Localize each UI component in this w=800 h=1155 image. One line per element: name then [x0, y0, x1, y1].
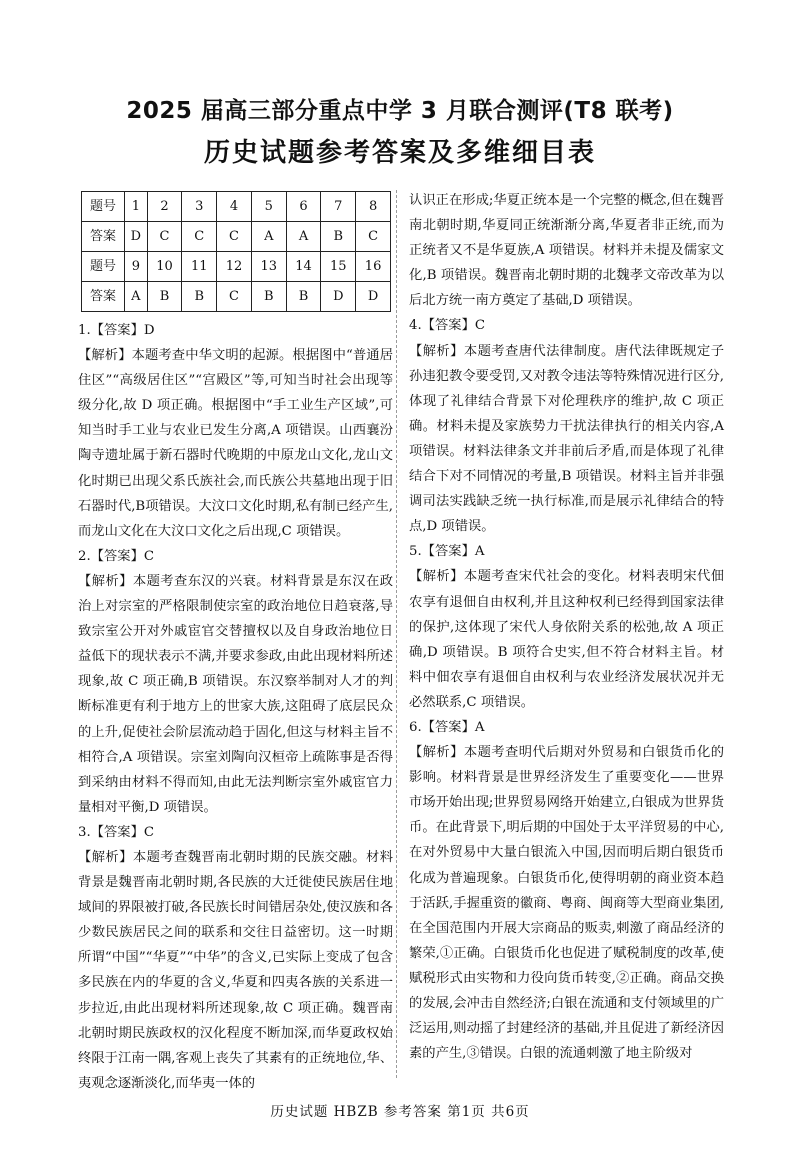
- table-cell: 6: [286, 192, 321, 222]
- column-divider: [396, 190, 397, 1078]
- table-cell: 13: [251, 252, 286, 282]
- left-column: [78, 188, 393, 1096]
- table-cell: A: [251, 222, 286, 252]
- table-cell: 5: [251, 192, 286, 222]
- table-cell: C: [217, 282, 252, 312]
- table-cell: C: [147, 222, 182, 252]
- table-cell: 8: [356, 192, 391, 222]
- answer-heading: 1.【答案】D: [78, 323, 155, 338]
- table-cell: D: [321, 282, 356, 312]
- table-row-label: 答案: [82, 222, 125, 252]
- answer-table-row: [82, 282, 391, 312]
- table-cell: D: [356, 282, 391, 312]
- answer-table-row: [82, 252, 391, 282]
- analysis-paragraph: 【解析】本题考查魏晋南北朝时期的民族交融。材料背景是魏晋南北朝时期,各民族的大迁徙使民族居住地域间的界限被打破,各民族长时间错居杂处,使汉族和各少数民族居民之间的联系和交往日益密切。这一时期所谓“中国”“华夏”“中华”的含义,已实际上变成了包含多民族在内的华夏的含义,华夏和四夷各族的关系进一步拉近,由此出现材料所述现象,故 C 项正确。魏晋南北朝时期民族政权的汉化程度不断加深,而华夏政权始终限于江南一隅,客观上丧失了其素有的正统地位,华、夷观念逐渐淡化,而华夷一体的: [78, 849, 393, 1091]
- table-cell: 14: [286, 252, 321, 282]
- page-subtitle: 历史试题参考答案及多维细目表: [203, 138, 596, 168]
- answer-heading: 4.【答案】C: [409, 318, 486, 334]
- table-cell: A: [286, 222, 321, 252]
- analysis-paragraph: 【解析】本题考查东汉的兴衰。材料背景是东汉在政治上对宗室的严格限制使宗室的政治地位日趋衰落,导致宗室公开对外戚宦官交替擅权以及自身政治地位日益低下的现状表示不满,并要求参政,由此出现材料所述现象,故 C 项正确,B 项错误。东汉察举制对人才的判断标准更有利于地方上的世家大族,这阻碍了底层民众的上升,促使社会阶层流动趋于固化,但这与材料主旨不相符合,A 项错误。宗室刘陶向汉桓帝上疏陈事是否得到采纳由材料不得而知,由此无法判断宗室外戚宦官力量相对平衡,D 项错误。: [78, 573, 393, 815]
- analysis-paragraph: 【解析】本题考查中华文明的起源。根据图中“普通居住区”“高级居住区”“宫殿区”等,可知当时社会出现等级分化,故 D 项正确。根据图中“手工业生产区域”,可知当时手工业与农业已发生分离,A 项错误。山西襄汾陶寺遗址属于新石器时代晚期的中原龙山文化,龙山文化时期已出现父系氏族社会,而氏族公共墓地出现于旧石器时代,B项错误。大汶口文化时期,私有制已经产生,而龙山文化在大汶口文化之后出现,C 项错误。: [78, 348, 393, 539]
- table-cell: B: [321, 222, 356, 252]
- table-cell: 1: [125, 192, 148, 222]
- table-cell: 2: [147, 192, 182, 222]
- analysis-paragraph: 【解析】本题考查明代后期对外贸易和白银货币化的影响。材料背景是世界经济发生了重要变化——世界市场开始出现;世界贸易网络开始建立,白银成为世界货币。在此背景下,明后期的中国处于太平洋贸易的中心,在对外贸易中大量白银流入中国,因而明后期白银货币化成为普遍现象。白银货币化,使得明朝的商业资本趋于活跃,手握重资的徽商、粤商、闽商等大型商业集团,在全国范围内开展大宗商品的贩卖,刺激了商品经济的繁荣,①正确。白银货币化也促进了赋税制度的改革,使赋税形式由实物和力役向货币转变,②正确。商品交换的发展,会冲击自然经济;白银在流通和支付领域里的广泛运用,则动摇了封建经济的基础,并且促进了新经济因素的产生,③错误。白银的流通刺激了地主阶级对: [409, 745, 724, 1062]
- table-cell: C: [356, 222, 391, 252]
- table-cell: D: [125, 222, 148, 252]
- page-footer: 历史试题 HBZB 参考答案 第1页 共6页: [270, 1104, 530, 1120]
- table-cell: C: [217, 222, 252, 252]
- table-cell: 7: [321, 192, 356, 222]
- answer-heading: 3.【答案】C: [78, 824, 155, 840]
- table-cell: B: [286, 282, 321, 312]
- answer-heading: 6.【答案】A: [409, 719, 485, 735]
- table-cell: A: [125, 282, 148, 312]
- table-cell: 11: [182, 252, 217, 282]
- table-cell: 15: [321, 252, 356, 282]
- answer-table-row: [82, 192, 391, 222]
- answer-heading: 2.【答案】C: [78, 548, 155, 564]
- table-cell: 10: [147, 252, 182, 282]
- table-cell: 4: [217, 192, 252, 222]
- table-cell: B: [182, 282, 217, 312]
- analysis-paragraph: 认识正在形成;华夏正统本是一个完整的概念,但在魏晋南北朝时期,华夏同正统渐渐分离,华夏者非正统,而为正统者又不是华夏族,A 项错误。材料并未提及儒家文化,B 项错误。魏晋南北朝时期的北魏孝文帝改革为以后北方统一南方奠定了基础,D 项错误。: [409, 193, 724, 309]
- analysis-paragraph: 【解析】本题考查宋代社会的变化。材料表明宋代佃农享有退佃自由权利,并且这种权利已经得到国家法律的保护,这体现了宋代人身依附关系的松弛,故 A 项正确,D 项错误。B 项符合史实,但不符合材料主旨。材料中佃农享有退佃自由权利与农业经济发展状况并无必然联系,C 项错误。: [409, 569, 724, 710]
- table-cell: B: [251, 282, 286, 312]
- answer-table: [81, 191, 391, 312]
- table-cell: 16: [356, 252, 391, 282]
- table-cell: B: [147, 282, 182, 312]
- right-column: [409, 188, 724, 1066]
- table-cell: 3: [182, 192, 217, 222]
- table-cell: C: [182, 222, 217, 252]
- table-row-label: 题号: [82, 252, 125, 282]
- answer-table-row: [82, 222, 391, 252]
- table-row-label: 答案: [82, 282, 125, 312]
- answer-heading: 5.【答案】A: [409, 544, 485, 560]
- table-row-label: 题号: [82, 192, 125, 222]
- table-cell: 9: [125, 252, 148, 282]
- page-title: 2025 届高三部分重点中学 3 月联合测评(T8 联考): [126, 98, 674, 124]
- analysis-paragraph: 【解析】本题考查唐代法律制度。唐代法律既规定子孙违犯教令要受罚,又对教令违法等特殊情况进行区分,体现了礼律结合背景下对伦理秩序的维护,故 C 项正确。材料未提及家族势力干扰法律执行的相关内容,A 项错误。材料法律条文并非前后矛盾,而是体现了礼律结合下对不同情况的考量,B 项错误。材料主旨并非强调司法实践缺乏统一执行标准,而是展示礼律结合的特点,D 项错误。: [409, 343, 724, 535]
- table-cell: 12: [217, 252, 252, 282]
